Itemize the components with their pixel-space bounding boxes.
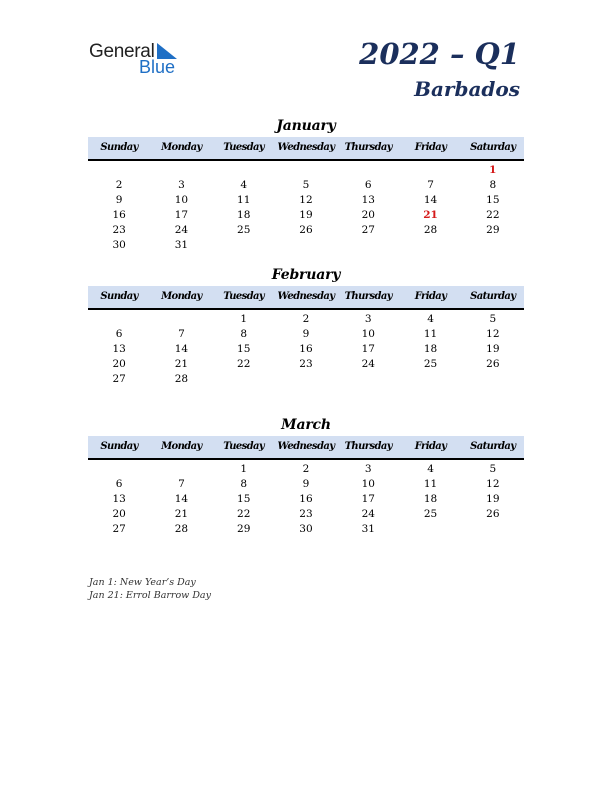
weekday-label: Monday: [161, 142, 202, 153]
day-cell: 23: [299, 508, 313, 520]
day-cell: 21: [423, 209, 438, 221]
day-cell: 20: [112, 358, 126, 370]
empty-day-cell: [150, 312, 212, 327]
week-row: [88, 312, 524, 327]
day-cell: 31: [361, 523, 375, 535]
day-cell: 12: [486, 478, 500, 490]
day-cell: 18: [237, 209, 251, 221]
day-cell: 27: [112, 373, 126, 385]
empty-day-cell: [275, 372, 337, 387]
day-cell: 22: [237, 508, 251, 520]
empty-day-cell: [337, 238, 399, 253]
day-cell: 27: [361, 224, 375, 236]
day-cell: 12: [299, 194, 313, 206]
week-row: [88, 327, 524, 342]
holiday-note: Jan 21: Errol Barrow Day: [89, 590, 211, 601]
day-cell: 1: [240, 313, 248, 325]
weekday-label: Monday: [161, 291, 202, 302]
weekday-label: Thursday: [344, 142, 392, 153]
empty-day-cell: [275, 163, 337, 178]
holiday-notes: [89, 576, 211, 602]
day-cell: 3: [364, 313, 372, 325]
day-cell: 20: [361, 209, 375, 221]
weekday-header-row: [88, 137, 524, 161]
empty-day-cell: [213, 372, 275, 387]
weekday-label: Tuesday: [223, 291, 265, 302]
day-cell: 21: [174, 508, 189, 520]
weekday-header-row: [88, 436, 524, 460]
week-row: [88, 342, 524, 357]
empty-day-cell: [150, 163, 212, 178]
empty-day-cell: [399, 238, 461, 253]
day-cell: 17: [361, 493, 375, 505]
weekday-label: Monday: [161, 441, 202, 452]
day-cell: 4: [427, 313, 434, 325]
day-cell: 28: [423, 224, 438, 236]
weekday-label: Saturday: [470, 441, 516, 452]
empty-day-cell: [462, 522, 524, 537]
day-cell: 28: [174, 523, 189, 535]
empty-day-cell: [337, 372, 399, 387]
day-cell: 25: [237, 224, 251, 236]
month-title: February: [271, 267, 341, 283]
month-days-grid: [88, 310, 524, 387]
day-cell: 24: [361, 358, 375, 370]
day-cell: 15: [486, 194, 500, 206]
day-cell: 7: [178, 328, 185, 340]
day-cell: 2: [115, 179, 123, 191]
week-row: [88, 522, 524, 537]
empty-day-cell: [88, 163, 150, 178]
weekday-label: Thursday: [344, 291, 392, 302]
weekday-label: Tuesday: [223, 441, 265, 452]
day-cell: 19: [299, 209, 313, 221]
page-title: 2022 – Q1: [359, 37, 520, 71]
month-february: [88, 266, 524, 387]
weekday-label: Sunday: [100, 142, 138, 153]
week-row: [88, 357, 524, 372]
day-cell: 22: [237, 358, 251, 370]
day-cell: 10: [361, 478, 375, 490]
month-title: January: [276, 118, 336, 134]
empty-day-cell: [88, 462, 150, 477]
day-cell: 23: [299, 358, 313, 370]
day-cell: 6: [364, 179, 372, 191]
empty-day-cell: [213, 163, 275, 178]
day-cell: 19: [486, 343, 500, 355]
day-cell: 11: [423, 328, 438, 340]
day-cell: 6: [115, 328, 123, 340]
day-cell: 5: [302, 179, 310, 191]
day-cell: 16: [299, 343, 313, 355]
day-cell: 8: [489, 179, 497, 191]
day-cell: 10: [361, 328, 375, 340]
day-cell: 17: [361, 343, 375, 355]
day-cell: 11: [237, 194, 251, 206]
day-cell: 30: [112, 239, 126, 251]
day-cell: 26: [299, 224, 313, 236]
weekday-label: Friday: [414, 142, 447, 153]
weekday-label: Thursday: [344, 441, 392, 452]
month-title: March: [281, 417, 331, 433]
week-row: [88, 372, 524, 387]
day-cell: 16: [112, 209, 126, 221]
day-cell: 24: [361, 508, 375, 520]
day-cell: 12: [486, 328, 500, 340]
logo-word-blue: Blue: [139, 57, 176, 77]
weekday-header-row: [88, 286, 524, 310]
country-name: Barbados: [414, 77, 520, 101]
day-cell: 19: [486, 493, 500, 505]
month-days-grid: [88, 460, 524, 537]
weekday-label: Friday: [414, 441, 447, 452]
day-cell: 25: [423, 358, 438, 370]
day-cell: 10: [174, 194, 189, 206]
week-row: [88, 193, 524, 208]
empty-day-cell: [399, 522, 461, 537]
day-cell: 31: [174, 239, 189, 251]
empty-day-cell: [399, 372, 461, 387]
day-cell: 8: [240, 328, 248, 340]
empty-day-cell: [462, 372, 524, 387]
day-cell: 4: [427, 463, 434, 475]
day-cell: 8: [240, 478, 248, 490]
weekday-label: Friday: [414, 291, 447, 302]
day-cell: 23: [112, 224, 126, 236]
day-cell: 26: [486, 358, 500, 370]
day-cell: 30: [299, 523, 313, 535]
week-row: [88, 507, 524, 522]
day-cell: 22: [486, 209, 500, 221]
empty-day-cell: [150, 462, 212, 477]
day-cell: 9: [115, 194, 123, 206]
day-cell: 16: [299, 493, 313, 505]
day-cell: 18: [423, 493, 438, 505]
week-row: [88, 223, 524, 238]
month-march: [88, 416, 524, 537]
logo-word-general: General: [89, 41, 155, 62]
day-cell: 2: [302, 463, 310, 475]
day-cell: 27: [112, 523, 126, 535]
week-row: [88, 178, 524, 193]
day-cell: 15: [237, 343, 251, 355]
day-cell: 3: [364, 463, 372, 475]
day-cell: 25: [423, 508, 438, 520]
day-cell: 21: [174, 358, 189, 370]
week-row: [88, 163, 524, 178]
day-cell: 28: [174, 373, 189, 385]
logo: [89, 40, 189, 76]
week-row: [88, 238, 524, 253]
day-cell: 6: [115, 478, 123, 490]
day-cell: 13: [361, 194, 375, 206]
weekday-label: Wednesday: [277, 142, 335, 153]
day-cell: 29: [237, 523, 251, 535]
weekday-label: Wednesday: [277, 291, 335, 302]
day-cell: 4: [240, 179, 248, 191]
holiday-note: Jan 1: New Year’s Day: [89, 577, 196, 588]
week-row: [88, 492, 524, 507]
weekday-label: Tuesday: [223, 142, 265, 153]
empty-day-cell: [337, 163, 399, 178]
day-cell: 5: [489, 463, 497, 475]
week-row: [88, 477, 524, 492]
day-cell: 13: [112, 343, 126, 355]
weekday-label: Sunday: [100, 291, 138, 302]
weekday-label: Sunday: [100, 441, 138, 452]
empty-day-cell: [213, 238, 275, 253]
day-cell: 17: [174, 209, 189, 221]
empty-day-cell: [88, 312, 150, 327]
day-cell: 14: [174, 493, 189, 505]
empty-day-cell: [275, 238, 337, 253]
day-cell: 13: [112, 493, 126, 505]
day-cell: 15: [237, 493, 251, 505]
weekday-label: Wednesday: [277, 441, 335, 452]
day-cell: 29: [486, 224, 500, 236]
day-cell: 11: [423, 478, 438, 490]
day-cell: 20: [112, 508, 126, 520]
day-cell: 2: [302, 313, 310, 325]
day-cell: 1: [240, 463, 248, 475]
weekday-label: Saturday: [470, 291, 516, 302]
day-cell: 7: [178, 478, 185, 490]
empty-day-cell: [462, 238, 524, 253]
empty-day-cell: [399, 163, 461, 178]
day-cell: 26: [486, 508, 500, 520]
day-cell: 24: [174, 224, 189, 236]
day-cell: 14: [423, 194, 438, 206]
day-cell: 7: [427, 179, 434, 191]
day-cell: 9: [302, 478, 310, 490]
day-cell: 14: [174, 343, 189, 355]
month-january: [88, 117, 524, 253]
day-cell: 5: [489, 313, 497, 325]
week-row: [88, 208, 524, 223]
month-days-grid: [88, 161, 524, 253]
day-cell: 9: [302, 328, 310, 340]
day-cell: 3: [178, 179, 185, 191]
week-row: [88, 462, 524, 477]
day-cell: 1: [489, 164, 497, 176]
day-cell: 18: [423, 343, 438, 355]
weekday-label: Saturday: [470, 142, 516, 153]
